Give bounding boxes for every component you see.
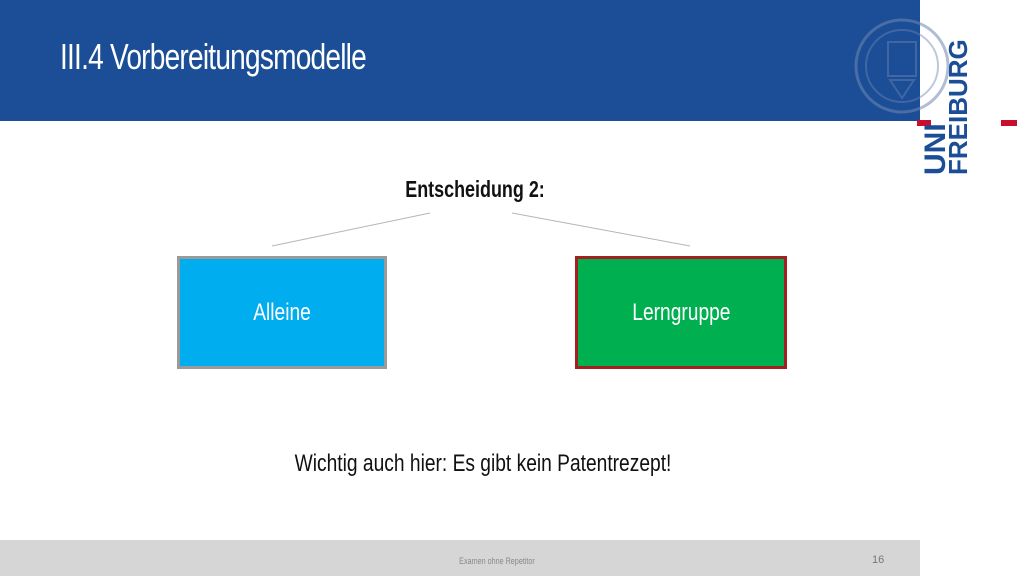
option-label-alone: Alleine xyxy=(253,298,311,326)
connector-right xyxy=(512,213,690,246)
page-number: 16 xyxy=(872,554,885,566)
slide-title: III.4 Vorbereitungsmodelle xyxy=(60,36,366,77)
logo-freiburg-text: FREIBURG xyxy=(943,39,973,175)
connector-left xyxy=(272,213,430,246)
option-box-study-group xyxy=(575,256,787,369)
note-text: Wichtig auch hier: Es gibt kein Patentrezept! xyxy=(294,450,672,477)
decision-heading: Entscheidung 2: xyxy=(405,176,545,202)
footer-text: Examen ohne Repetitor xyxy=(459,556,535,566)
option-label-study-group: Lerngruppe xyxy=(631,298,731,326)
option-box-alone xyxy=(177,256,387,369)
logo-uni-text: UNI xyxy=(919,123,952,175)
